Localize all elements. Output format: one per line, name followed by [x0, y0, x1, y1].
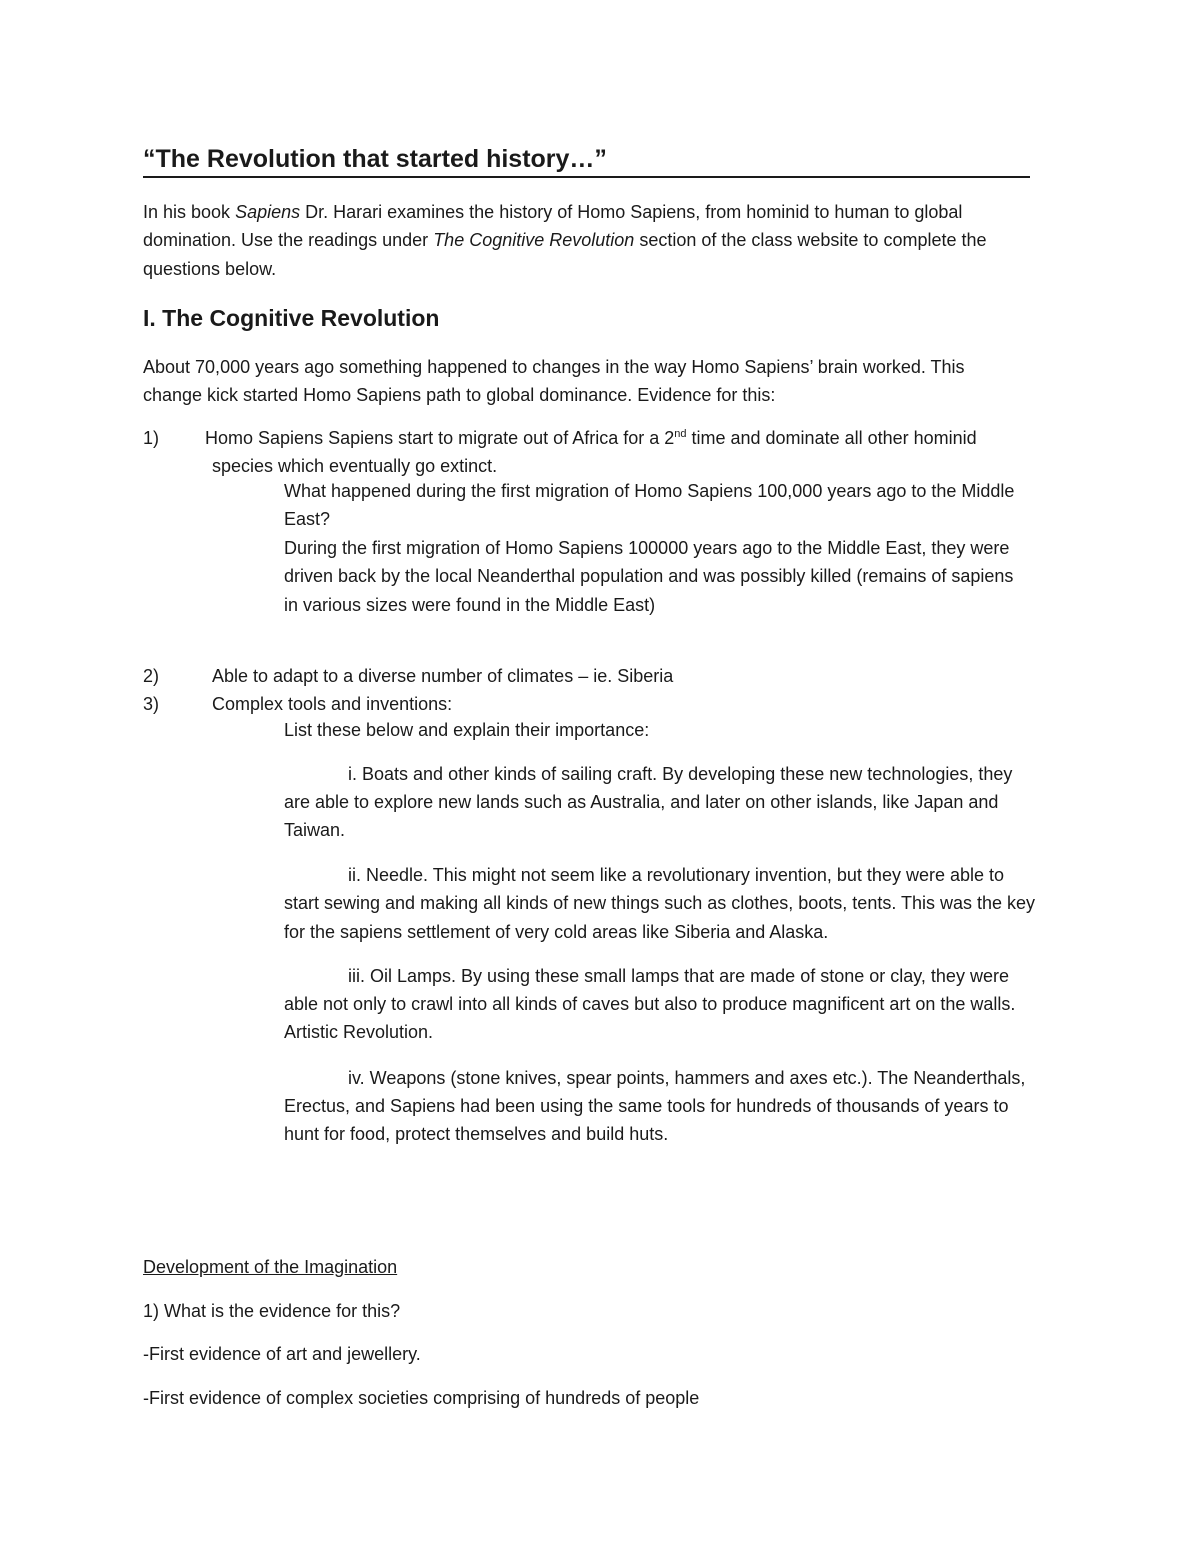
intro-text: In his book	[143, 202, 236, 222]
list-item-1-line-2: species which eventually go extinct.	[212, 456, 498, 476]
intro-text: section of the class website to complete the	[634, 230, 987, 250]
intro-line-3: questions below.	[143, 259, 277, 279]
subsection-question: 1) What is the evidence for this?	[143, 1301, 401, 1321]
invention-line: able not only to crawl into all kinds of caves but also to produce magnificent art on the walls.	[284, 994, 1016, 1014]
invention-line: hunt for food, protect themselves and build huts.	[284, 1124, 669, 1144]
list-item-1-line-1	[205, 424, 977, 452]
intro-text: domination. Use the readings under	[143, 230, 434, 250]
section-name-cognitive-revolution: The Cognitive Revolution	[433, 230, 635, 250]
list-item-3: Complex tools and inventions:	[212, 694, 453, 714]
invention-line: iii. Oil Lamps. By using these small lamps that are made of stone or clay, they were	[348, 966, 1009, 986]
invention-line: for the sapiens settlement of very cold areas like Siberia and Alaska.	[284, 922, 829, 942]
invention-line: iv. Weapons (stone knives, spear points, hammers and axes etc.). The Neanderthals,	[348, 1068, 1026, 1088]
subsection-answer: -First evidence of art and jewellery.	[143, 1344, 421, 1364]
section-heading: I. The Cognitive Revolution	[143, 305, 440, 331]
question-line: East?	[284, 509, 331, 529]
document-title: “The Revolution that started history…”	[143, 142, 1030, 178]
invention-line: are able to explore new lands such as Australia, and later on other islands, like Japan and	[284, 792, 999, 812]
list-item-3-instruction: List these below and explain their importance:	[284, 720, 650, 740]
answer-line: driven back by the local Neanderthal population and was possibly killed (remains of sapiens	[284, 566, 1014, 586]
list-item-text: time and dominate all other hominid	[686, 428, 977, 448]
list-item-text: Homo Sapiens Sapiens start to migrate out of Africa for a 2	[205, 428, 675, 448]
list-number: 1)	[143, 428, 160, 448]
invention-line: Artistic Revolution.	[284, 1022, 434, 1042]
answer-line: in various sizes were found in the Middle East)	[284, 595, 656, 615]
intro-text: Dr. Harari examines the history of Homo Sapiens, from hominid to human to global	[300, 202, 963, 222]
intro-line-2	[143, 226, 987, 254]
invention-line: Erectus, and Sapiens had been using the same tools for hundreds of thousands of years to	[284, 1096, 1009, 1116]
subsection-answer: -First evidence of complex societies comprising of hundreds of people	[143, 1388, 700, 1408]
invention-line: i. Boats and other kinds of sailing craft. By developing these new technologies, they	[348, 764, 1013, 784]
book-title-sapiens: Sapiens	[235, 202, 301, 222]
list-number: 3)	[143, 694, 160, 714]
invention-line: ii. Needle. This might not seem like a revolutionary invention, but they were able to	[348, 865, 1005, 885]
list-number: 2)	[143, 666, 160, 686]
answer-line: During the first migration of Homo Sapiens 100000 years ago to the Middle East, they were	[284, 538, 1010, 558]
intro-line-1	[143, 198, 962, 226]
invention-line: Taiwan.	[284, 820, 346, 840]
ordinal-suffix: nd	[674, 428, 687, 440]
invention-line: start sewing and making all kinds of new things such as clothes, boots, tents. This was the key	[284, 893, 1036, 913]
subsection-heading: Development of the Imagination	[143, 1257, 398, 1277]
section-paragraph-line: About 70,000 years ago something happened to changes in the way Homo Sapiens’ brain worked. This	[143, 357, 965, 377]
list-item-2: Able to adapt to a diverse number of climates – ie. Siberia	[212, 666, 674, 686]
question-line: What happened during the first migration of Homo Sapiens 100,000 years ago to the Middle	[284, 481, 1015, 501]
section-paragraph-line: change kick started Homo Sapiens path to global dominance. Evidence for this:	[143, 385, 776, 405]
